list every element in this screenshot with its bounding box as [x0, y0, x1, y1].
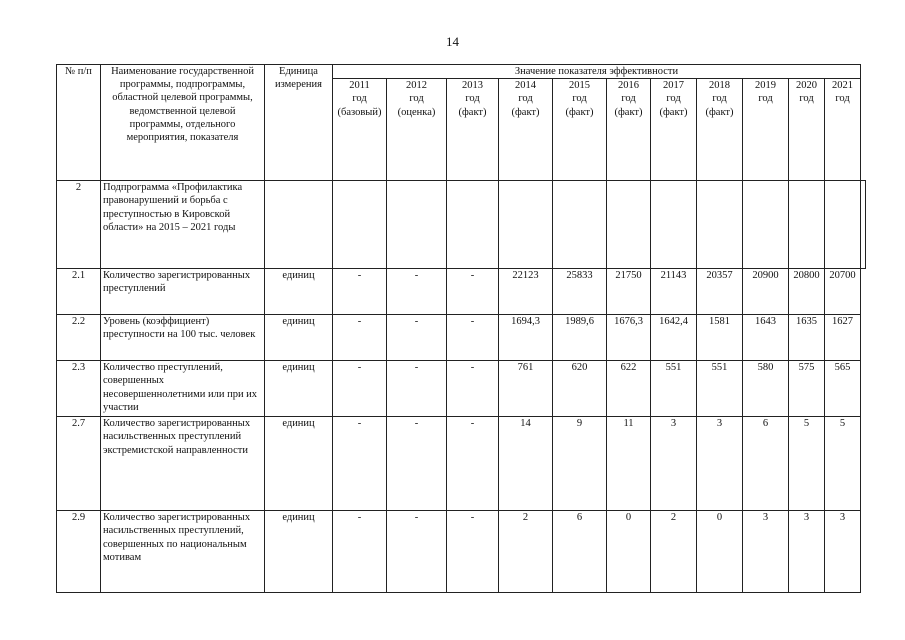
row-value: 22123 [499, 269, 553, 315]
header-num: № п/п [57, 65, 101, 181]
header-year-word: год [352, 93, 367, 105]
row-value: 20900 [743, 269, 789, 315]
header-year-note: (факт) [565, 106, 594, 118]
table-row [57, 361, 866, 417]
header-year-word: год [465, 93, 480, 105]
header-year-2015 [553, 79, 607, 181]
header-year-note: (факт) [511, 106, 540, 118]
header-year-year: 2017 [663, 80, 684, 92]
header-year-note: (оценка) [397, 106, 436, 118]
empty-cell [743, 181, 789, 269]
row-name: Количество зарегистрированных насильственных преступлений, совершенных по национальным мотивам [101, 511, 265, 593]
header-year-year: 2020 [796, 80, 817, 92]
row-value: 21750 [607, 269, 651, 315]
header-year-2021 [825, 79, 861, 181]
row-value: 3 [743, 511, 789, 593]
empty-cell [651, 181, 697, 269]
header-year-year: 2015 [569, 80, 590, 92]
row-value: - [333, 361, 387, 417]
header-year-year: 2021 [832, 80, 853, 92]
row-value: 575 [789, 361, 825, 417]
row-value: 1694,3 [499, 315, 553, 361]
row-value: 9 [553, 417, 607, 511]
header-year-2019 [743, 79, 789, 181]
row-name: Количество зарегистрированных преступлений [101, 269, 265, 315]
header-year-2017 [651, 79, 697, 181]
row-value: 5 [825, 417, 861, 511]
empty-cell [265, 181, 333, 269]
empty-cell [861, 181, 866, 269]
row-value: - [447, 417, 499, 511]
header-year-word: год [572, 93, 587, 105]
row-value: 3 [789, 511, 825, 593]
row-value: - [333, 511, 387, 593]
header-year-2011 [333, 79, 387, 181]
header-year-2013 [447, 79, 499, 181]
row-value: - [333, 417, 387, 511]
header-year-2012 [387, 79, 447, 181]
row-value: 14 [499, 417, 553, 511]
row-num: 2.3 [57, 361, 101, 417]
row-value: 3 [651, 417, 697, 511]
header-year-year: 2012 [406, 80, 427, 92]
row-value: 6 [553, 511, 607, 593]
row-value: 565 [825, 361, 861, 417]
row-value: - [387, 315, 447, 361]
header-year-word: год [712, 93, 727, 105]
row-value: - [387, 511, 447, 593]
row-value: 20800 [789, 269, 825, 315]
row-name: Количество зарегистрированных насильственных преступлений экстремистской направленности [101, 417, 265, 511]
row-value: 11 [607, 417, 651, 511]
row-value: 3 [825, 511, 861, 593]
page-number: 14 [446, 34, 459, 49]
row-num: 2.7 [57, 417, 101, 511]
header-year-year: 2011 [349, 80, 370, 92]
row-value: 1581 [697, 315, 743, 361]
header-year-word: год [621, 93, 636, 105]
row-value: 580 [743, 361, 789, 417]
row-value: - [447, 269, 499, 315]
row-value: 6 [743, 417, 789, 511]
row-value: 551 [697, 361, 743, 417]
row-value: 1642,4 [651, 315, 697, 361]
row-name: Количество преступлений, совершенных несовершеннолетними или при их участии [101, 361, 265, 417]
row-value: - [447, 361, 499, 417]
header-year-year: 2013 [462, 80, 483, 92]
header-year-word: год [799, 93, 814, 105]
header-year-word: год [409, 93, 424, 105]
row-unit: единиц [265, 361, 333, 417]
table-row [57, 511, 866, 593]
row-value: 3 [697, 417, 743, 511]
row-unit: единиц [265, 417, 333, 511]
header-year-2014 [499, 79, 553, 181]
row-value: 0 [697, 511, 743, 593]
indicators-table [56, 64, 866, 593]
empty-cell [553, 181, 607, 269]
row-value: 1635 [789, 315, 825, 361]
table-row [57, 269, 866, 315]
row-value: 620 [553, 361, 607, 417]
row-value: 622 [607, 361, 651, 417]
header-year-note: (базовый) [337, 106, 382, 118]
header-name: Наименование государственной программы, подпрограммы, областной целевой программы, ведомственной целевой программы, отдельного мероприятия, показателя [101, 65, 265, 181]
row-value: - [387, 269, 447, 315]
row-value: - [387, 417, 447, 511]
row-value: - [447, 315, 499, 361]
row-value: - [387, 361, 447, 417]
table-row [57, 315, 866, 361]
row-unit: единиц [265, 511, 333, 593]
row-value: - [333, 269, 387, 315]
empty-cell [499, 181, 553, 269]
header-year-word: год [518, 93, 533, 105]
row-value: 1989,6 [553, 315, 607, 361]
row-unit: единиц [265, 269, 333, 315]
header-year-year: 2014 [515, 80, 536, 92]
header-year-2018 [697, 79, 743, 181]
row-value: - [333, 315, 387, 361]
row-name: Уровень (коэффициент) преступности на 100 тыс. человек [101, 315, 265, 361]
empty-cell [697, 181, 743, 269]
header-year-word: год [758, 93, 773, 105]
header-year-year: 2018 [709, 80, 730, 92]
header-year-2020 [789, 79, 825, 181]
row-value: 20357 [697, 269, 743, 315]
row-value: 1676,3 [607, 315, 651, 361]
empty-cell [607, 181, 651, 269]
table-row [57, 417, 866, 511]
empty-cell [333, 181, 387, 269]
row-value: 761 [499, 361, 553, 417]
row-value: 2 [651, 511, 697, 593]
row-value: 1627 [825, 315, 861, 361]
row-value: 20700 [825, 269, 861, 315]
row-value: 21143 [651, 269, 697, 315]
header-year-note: (факт) [659, 106, 688, 118]
header-values-group: Значение показателя эффективности [333, 65, 861, 79]
row-value: 1643 [743, 315, 789, 361]
row-unit: единиц [265, 315, 333, 361]
header-year-note: (факт) [458, 106, 487, 118]
header-unit: Единица измерения [265, 65, 333, 181]
empty-cell [447, 181, 499, 269]
header-year-word: год [666, 93, 681, 105]
header-year-year: 2019 [755, 80, 776, 92]
header-year-year: 2016 [618, 80, 639, 92]
empty-cell [387, 181, 447, 269]
header-year-word: год [835, 93, 850, 105]
row-num: 2.2 [57, 315, 101, 361]
row-value: - [447, 511, 499, 593]
row-value: 25833 [553, 269, 607, 315]
header-year-note: (факт) [614, 106, 643, 118]
empty-cell [789, 181, 825, 269]
header-year-2016 [607, 79, 651, 181]
row-value: 2 [499, 511, 553, 593]
row-value: 551 [651, 361, 697, 417]
row-value: 5 [789, 417, 825, 511]
subprogram-num: 2 [57, 181, 101, 269]
empty-cell [825, 181, 861, 269]
row-num: 2.1 [57, 269, 101, 315]
row-num: 2.9 [57, 511, 101, 593]
row-value: 0 [607, 511, 651, 593]
subprogram-name: Подпрограмма «Профилактика правонарушений и борьба с преступностью в Кировской области» на 2015 – 2021 годы [101, 181, 265, 269]
header-year-note: (факт) [705, 106, 734, 118]
